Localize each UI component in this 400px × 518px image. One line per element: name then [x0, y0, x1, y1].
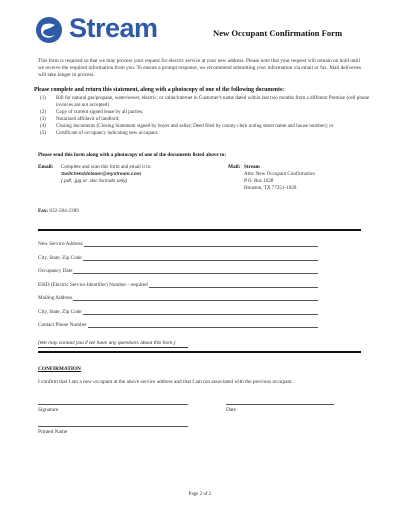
list-item-text: Closing documents (Closing Statement signed by buyer and seller; Deed filed by county clerk noting street name and house number); or	[56, 122, 334, 129]
list-item-text: Bill for natural gas/propane, water/sewer, electric, or cable/internet in Customer's name dated within last two months from a different Premise (cell phone invoices are not accepted)	[56, 95, 370, 108]
field-line	[83, 255, 318, 261]
field-label: ESID (Electric Service Identifier) Number - required	[38, 282, 148, 288]
list-item-text: Copy of current signed lease by all parties;	[56, 108, 144, 115]
list-item-number: (2)	[40, 108, 46, 115]
form-title: New Occupant Confirmation Form	[213, 28, 343, 38]
mailing-address-field[interactable]	[38, 293, 318, 301]
email-block	[61, 164, 211, 185]
esid-number-field[interactable]	[38, 280, 318, 288]
field-label: Occupancy Date	[38, 268, 73, 274]
mail-company: Stream	[244, 164, 260, 170]
list-item-text: Certificate of occupancy indicating new occupant.	[56, 129, 159, 136]
mail-label: Mail:	[228, 164, 241, 170]
list-item-number: (5)	[40, 129, 46, 136]
signature-line[interactable]	[38, 404, 188, 405]
document-list	[40, 95, 370, 136]
intro-paragraph: This form is required so that we may process your request for electric service at your new address. Please note that your request will remain on hold until we receive the required information from you. To ensure a prompt response, we recommend submitting your information via email or fax. Mail deliveries will take longer to process.	[38, 58, 362, 79]
field-label: New Service Address	[38, 241, 83, 247]
service-city-state-zip-field[interactable]	[38, 253, 318, 261]
date-label: Date	[226, 407, 236, 413]
field-label: Contact Phone Number	[38, 322, 87, 328]
section-divider	[38, 351, 361, 353]
email-label: Email:	[38, 164, 54, 170]
section-divider	[38, 229, 361, 231]
confirmation-heading: CONFIRMATION	[38, 366, 81, 372]
occupancy-date-field[interactable]	[38, 266, 318, 274]
fax-number: 832-584-2389	[49, 208, 79, 214]
field-line	[149, 282, 318, 288]
list-item	[40, 123, 370, 130]
email-instruction: Complete and scan this form and email it to:	[61, 164, 152, 170]
list-item	[40, 116, 370, 123]
instructions-heading: Please complete and return this statement, along with a photocopy of one of the following documents:	[34, 87, 285, 93]
field-line	[84, 241, 318, 247]
signature-label: Signature	[38, 407, 59, 413]
field-label: City, State, Zip Code	[38, 309, 82, 315]
new-service-address-field[interactable]	[38, 239, 318, 247]
stream-logo	[35, 13, 185, 44]
send-instructions: Please send this form along with a photocopy of one of the documents listed above to:	[38, 152, 227, 158]
email-format-note: (.pdf, .jpg or .doc formats only)	[61, 179, 128, 184]
list-item	[40, 109, 370, 116]
field-line	[88, 322, 318, 328]
printed-name-label: Printed Name	[38, 429, 68, 435]
email-address-link[interactable]: SwitchHoldsteam@mystream.com	[61, 172, 142, 177]
contact-phone-field[interactable]	[38, 320, 318, 328]
list-item	[40, 95, 370, 109]
stream-logo-icon	[35, 16, 63, 44]
mail-city: Houston, TX 77251-1028	[244, 185, 297, 191]
field-label: City, State, Zip Code	[38, 255, 82, 261]
confirmation-statement: I confirm that I am a new occupant at the above service address and that I am not associated with the previous occupant.	[38, 379, 293, 385]
field-line	[83, 309, 318, 315]
mailing-city-state-zip-field[interactable]	[38, 307, 318, 315]
list-item-number: (4)	[40, 122, 46, 129]
field-line	[73, 295, 318, 301]
date-line[interactable]	[226, 404, 334, 405]
list-item-number: (1)	[40, 95, 46, 101]
mail-po-box: P.O. Box 1028	[244, 178, 274, 184]
mail-attention: Attn: New Occupant Confirmation	[244, 171, 315, 177]
list-item-text: Notarized affidavit of landlord;	[56, 115, 120, 122]
field-line	[73, 268, 318, 274]
list-item	[40, 130, 370, 137]
page-number: Page 2 of 2	[188, 492, 212, 497]
fax-label: Fax:	[38, 208, 49, 214]
contact-note: (We may contact you if we have any questions about this form.)	[38, 341, 188, 348]
field-label: Mailing Address	[38, 295, 73, 301]
fax-line	[38, 208, 79, 214]
mail-address-block	[244, 164, 364, 192]
printed-name-line[interactable]	[38, 426, 188, 427]
list-item-number: (3)	[40, 115, 46, 122]
brand-name: Stream	[69, 13, 158, 43]
